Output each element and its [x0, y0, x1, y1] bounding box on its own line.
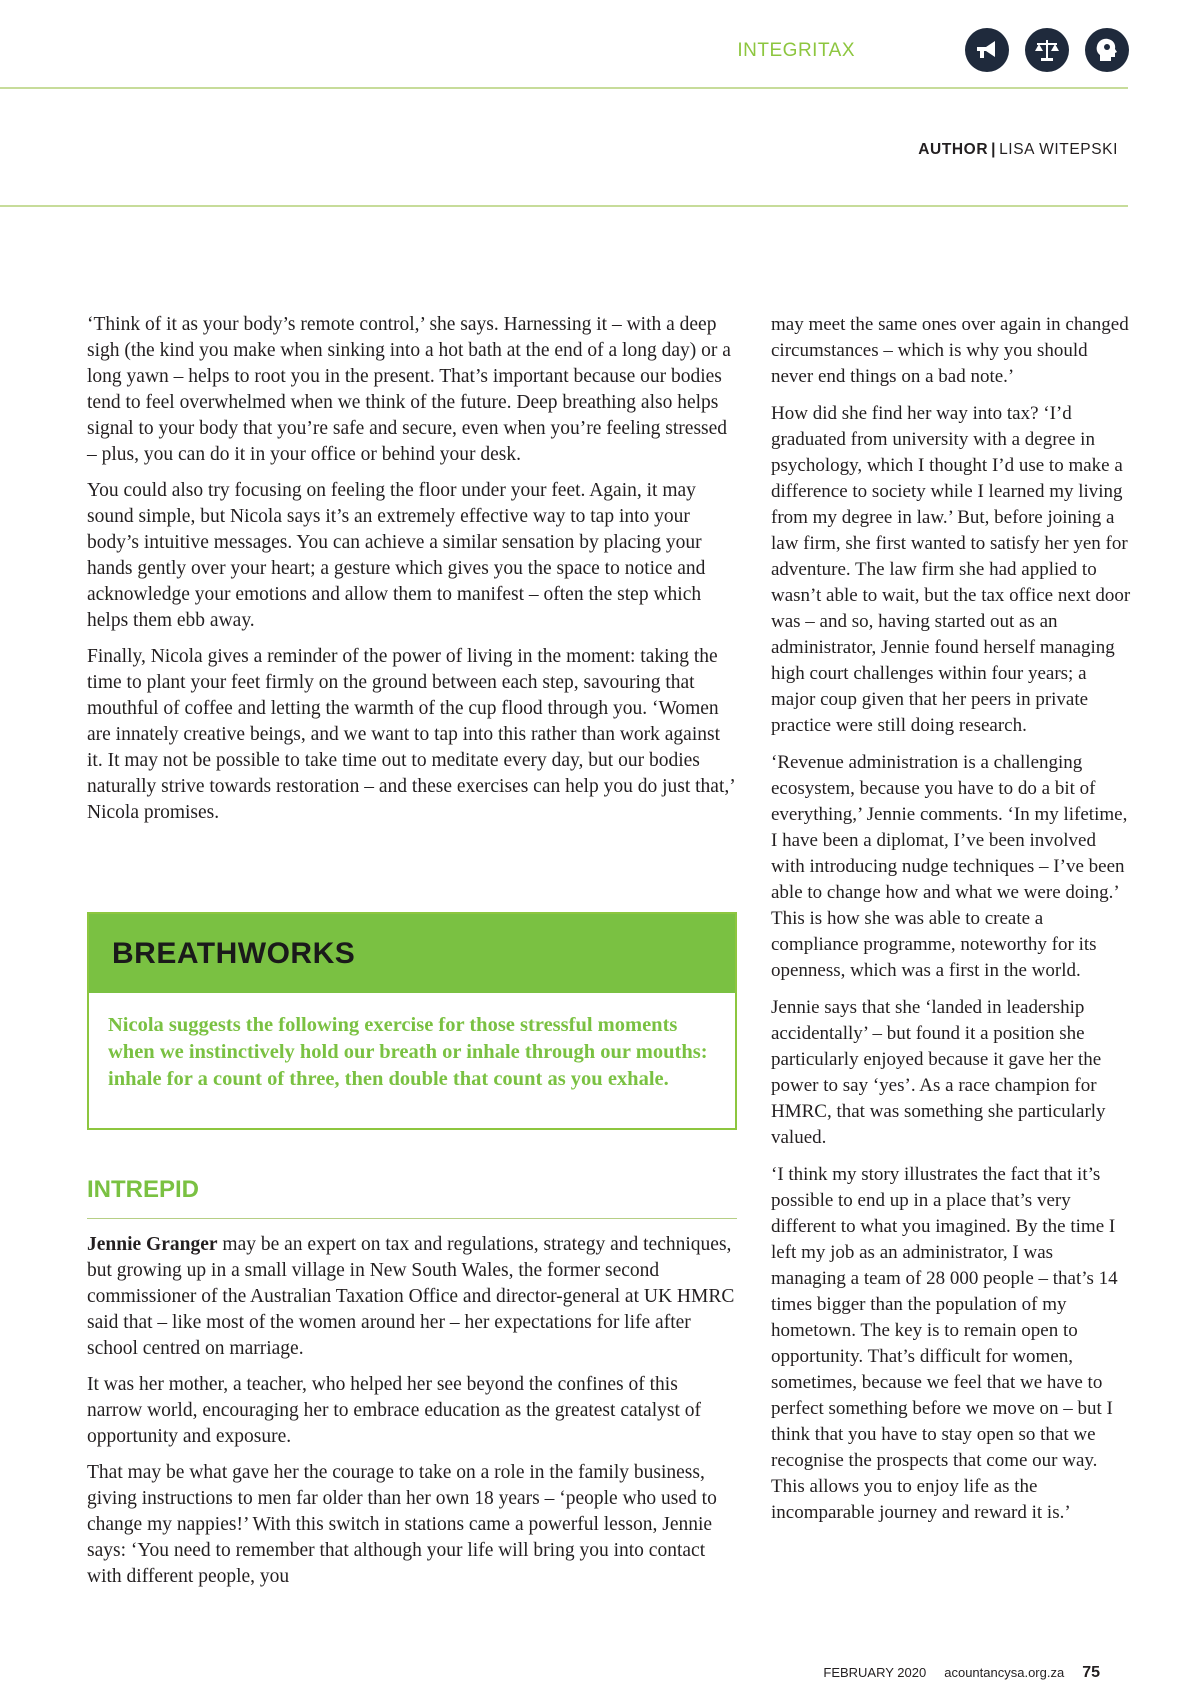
paragraph: [87, 1232, 737, 1362]
author-separator: |: [991, 141, 997, 158]
breathworks-box: [87, 912, 737, 1130]
paragraph: That may be what gave her the courage to take on a role in the family business, giving instructions to men far older than her own 18 years – ‘people who used to change my nappies!’ With this switch in stations came a powerful lesson, Jennie says: ‘You need to remember that although your life will bring you into contact with different people, you: [87, 1462, 717, 1587]
paragraph: Finally, Nicola gives a reminder of the power of living in the moment: taking the time to plant your feet firmly on the ground between each step, savouring that mouthful of coffee and letting the warmth of the cup flood through you. ‘Women are innately creative beings, and we want to tap into this rather than work against it. It may not be possible to take time out to meditate every day, but our bodies naturally strive towards restoration – and these exercises can help you do just that,’ Nicola promises.: [87, 646, 735, 823]
lead-name: Jennie Granger: [87, 1234, 218, 1255]
paragraph: ‘Think of it as your body’s remote control,’ she says. Harnessing it – with a deep sigh (the kind you make when sinking into a hot bath at the end of a long day) or a long yawn – helps to root you in the present. That’s important because our bodies tend to feel overwhelmed when we think of the future. Deep breathing also helps signal to your body that you’re safe and secure, even when you’re feeling stressed – plus, you can do it in your office or behind your desk.: [87, 314, 731, 465]
intrepid-rule: [87, 1218, 737, 1219]
header-icons: [965, 28, 1129, 72]
breathworks-title: BREATHWORKS: [112, 936, 356, 970]
paragraph: You could also try focusing on feeling the floor under your feet. Again, it may sound simple, but Nicola says it’s an extremely effective way to tap into your body’s intuitive messages. You can achieve a similar sensation by placing your hands gently over your heart; a gesture which gives you the space to notice and acknowledge your emotions and allow them to manifest – often the step which helps them ebb away.: [87, 480, 706, 631]
left-column-lower: [87, 1232, 737, 1600]
right-column: [771, 312, 1131, 1537]
head-profile-icon: [1085, 28, 1129, 72]
paragraph: Jennie says that she ‘landed in leadership accidentally’ – but found it a position she particularly enjoyed because it gave her the power to say ‘yes’. As a race champion for HMRC, that was something she particularly valued.: [771, 997, 1106, 1148]
left-column: [87, 312, 737, 836]
paragraph: ‘I think my story illustrates the fact that it’s possible to end up in a place that’s very different to what you imagined. By the time I left my job as an administrator, I was managing a team of 28 000 people – that’s 14 times bigger than the population of my hometown. The key is to remain open to opportunity. That’s difficult for women, sometimes, because we feel that we have to perfect something before we move on – but I think that you have to stay open so that we recognise the prospects that come our way. This allows you to enjoy life as the incomparable journey and reward it is.’: [771, 1164, 1118, 1523]
footer-site: acountancysa.org.za: [944, 1665, 1065, 1680]
scales-icon: [1025, 28, 1069, 72]
breathworks-text: Nicola suggests the following exercise for those stressful moments when we instinctively hold our breath or inhale through our mouths: inhale for a count of three, then double that count as you exhale.: [108, 1014, 708, 1090]
page-number: 75: [1082, 1664, 1100, 1681]
intrepid-heading: INTREPID: [87, 1176, 200, 1203]
page-footer: [823, 1664, 1100, 1682]
breathworks-header: [89, 914, 735, 993]
author-line: [918, 141, 1118, 159]
author-label: AUTHOR: [918, 141, 989, 158]
header-brand: INTEGRITAX: [737, 40, 855, 61]
paragraph: may meet the same ones over again in changed circumstances – which is why you should never end things on a bad note.’: [771, 314, 1129, 387]
footer-date: FEBRUARY 2020: [823, 1665, 927, 1680]
paragraph: It was her mother, a teacher, who helped her see beyond the confines of this narrow world, encouraging her to embrace education as the greatest catalyst of opportunity and exposure.: [87, 1374, 701, 1447]
author-rule: [0, 205, 1128, 207]
megaphone-icon: [965, 28, 1009, 72]
lead-text: may be an expert on tax and regulations, strategy and techniques, but growing up in a small village in New South Wales, the former second commissioner of the Australian Taxation Office and director-general at UK HMRC said that – like most of the women around her – her expectations for life after school centred on marriage.: [87, 1234, 735, 1359]
header-rule: [0, 87, 1128, 89]
author-name: LISA WITEPSKI: [999, 141, 1118, 158]
paragraph: How did she find her way into tax? ‘I’d graduated from university with a degree in psychology, which I thought I’d use to make a difference to society while I learned my living from my degree in law.’ But, before joining a law firm, she first wanted to satisfy her yen for adventure. The law firm she had applied to wasn’t able to wait, but the tax office next door was – and so, having started out as an administrator, Jennie found herself managing high court challenges within four years; a major coup given that her peers in private practice were still doing research.: [771, 403, 1131, 736]
paragraph: ‘Revenue administration is a challenging ecosystem, because you have to do a bit of everything,’ Jennie comments. ‘In my lifetime, I have been a diplomat, I’ve been involved with introducing nudge techniques – I’ve been able to change how and what we were doing.’ This is how she was able to create a compliance programme, noteworthy for its openness, which was a first in the world.: [771, 752, 1128, 981]
